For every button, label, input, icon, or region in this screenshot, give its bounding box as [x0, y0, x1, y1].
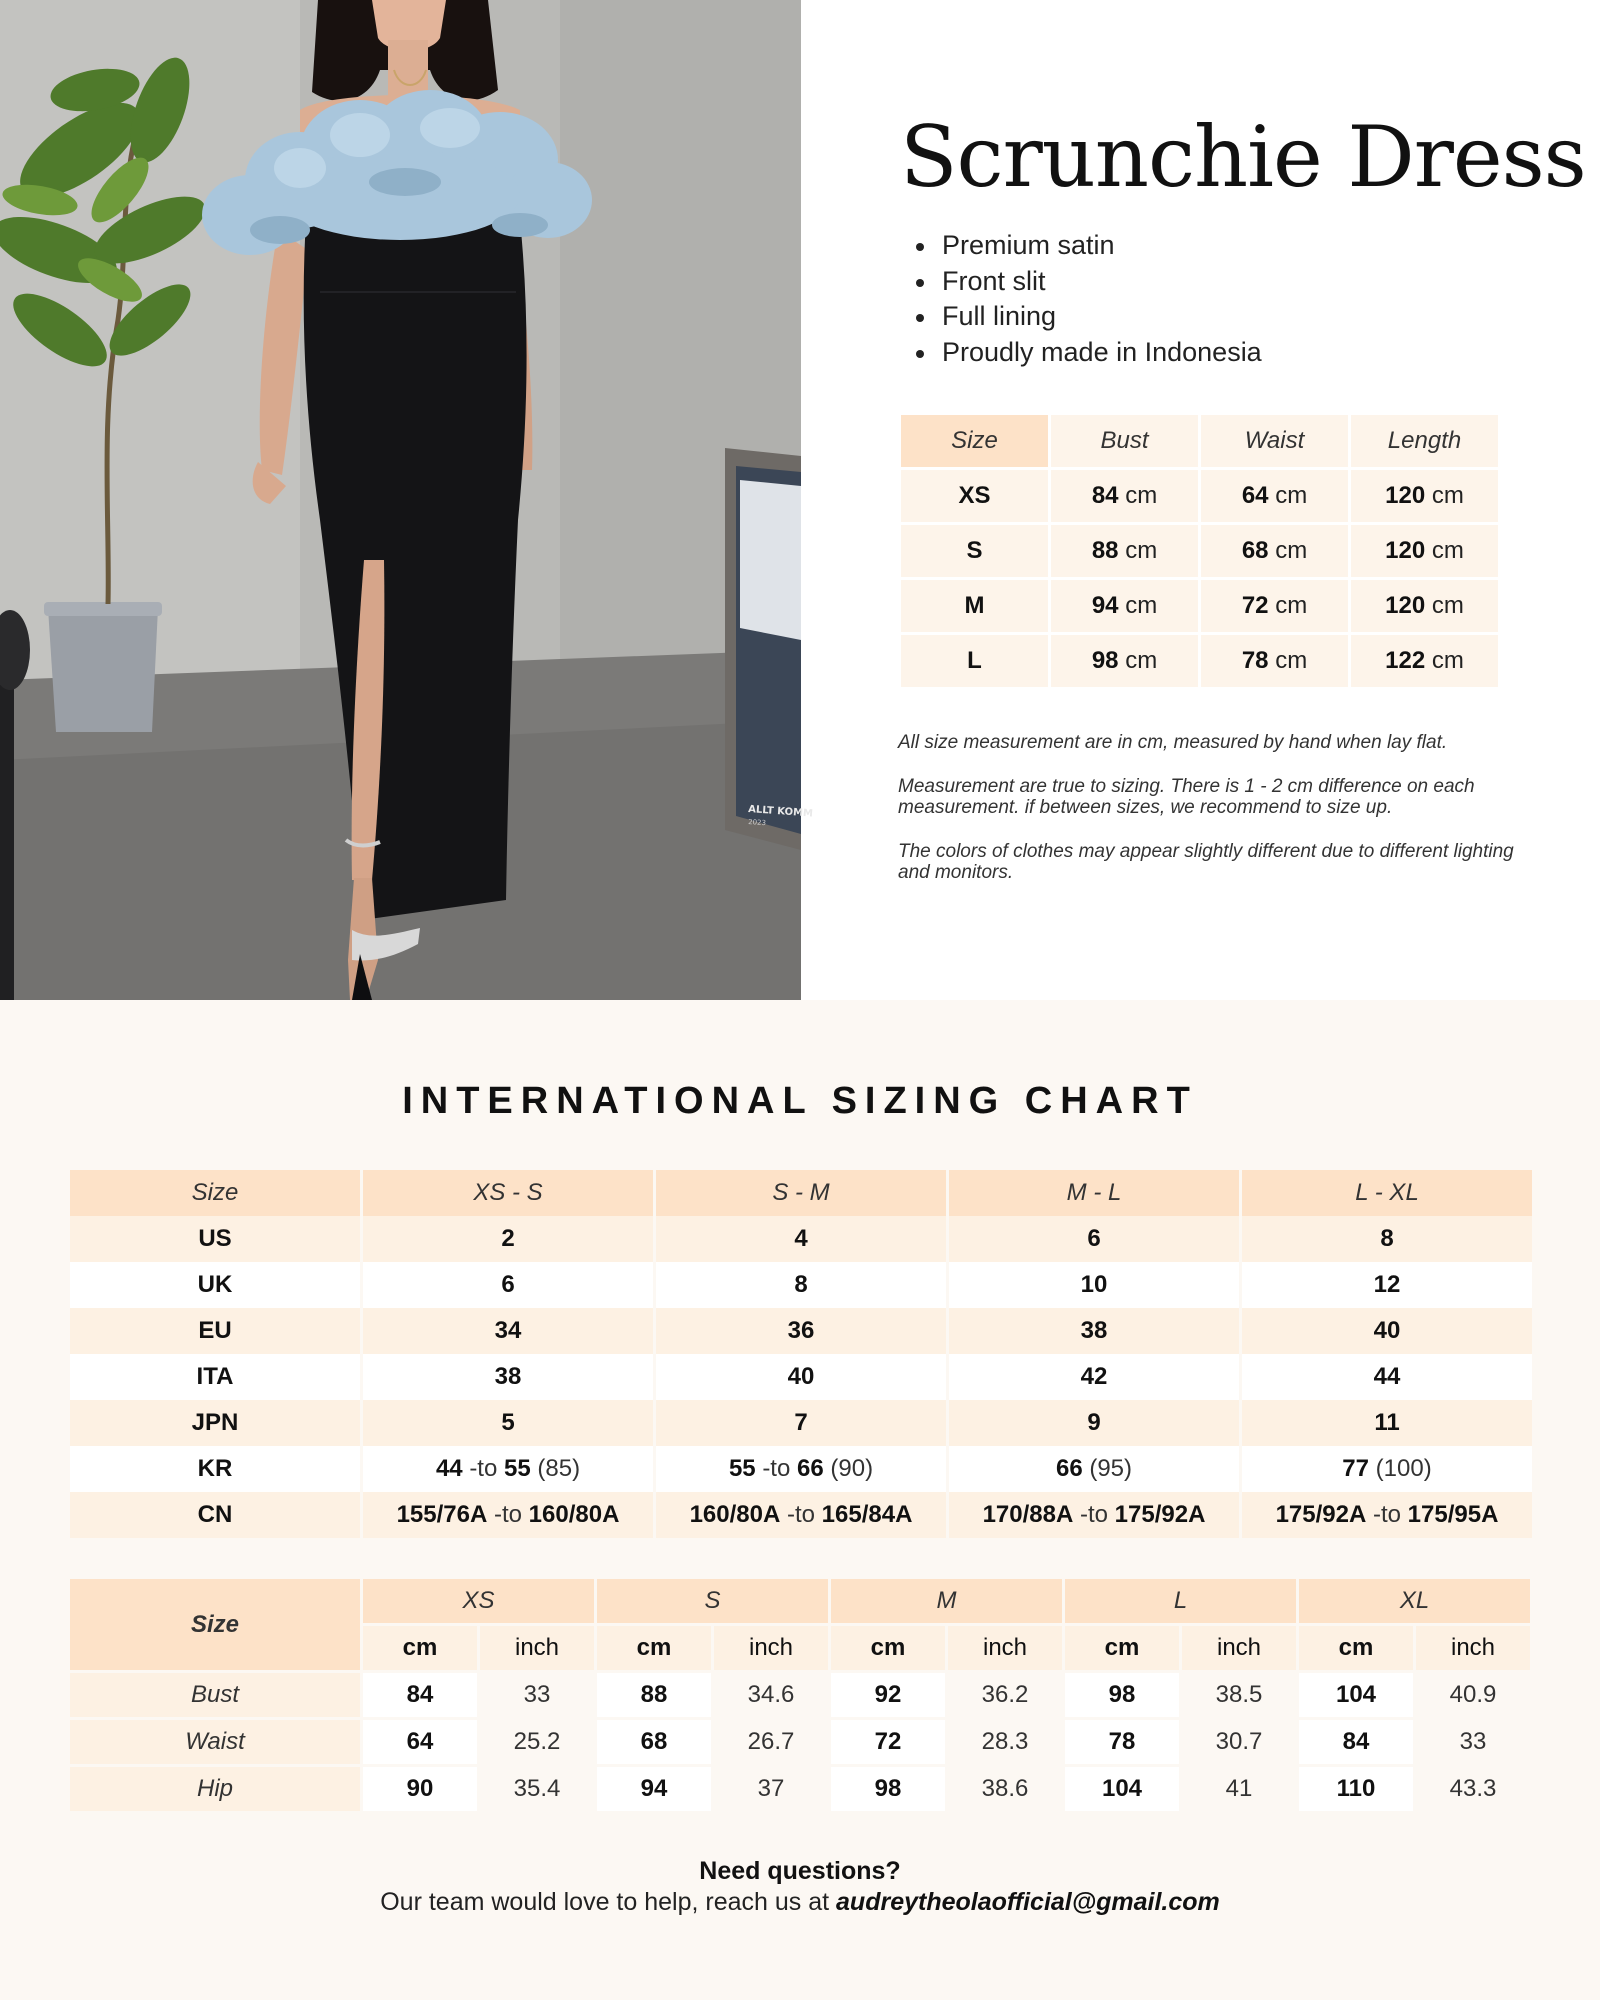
- intl-value-cell: [1242, 1262, 1532, 1308]
- intl-value: 10: [1080, 1271, 1108, 1298]
- size-notes: [898, 732, 1518, 906]
- inch-value: 37: [714, 1767, 828, 1811]
- cm-value: 104: [1299, 1673, 1413, 1717]
- poster-text: ALLT KOMM: [747, 804, 814, 820]
- kr-to: 66: [797, 1455, 824, 1482]
- waist-cell: [1201, 525, 1348, 577]
- cn-from: 170/88A: [982, 1501, 1074, 1528]
- cn-from: 175/92A: [1275, 1501, 1367, 1528]
- kr-to: 77: [1342, 1455, 1369, 1482]
- intl-row: [70, 1262, 1532, 1308]
- note-sizing: Measurement are true to sizing. There is 1 - 2 cm difference on each measurement. if between sizes, we recommend to size up.: [898, 775, 1475, 818]
- kr-to: 55: [504, 1455, 531, 1482]
- meas-header-s: S: [597, 1579, 828, 1623]
- size-cell: L: [901, 635, 1048, 687]
- intl-value: 40: [787, 1363, 815, 1390]
- kr-to: 66: [1055, 1455, 1083, 1482]
- feature-list: [916, 228, 1262, 370]
- intl-value: 5: [501, 1409, 515, 1436]
- cm-value: 88: [597, 1673, 711, 1717]
- inch-value: 28.3: [948, 1720, 1062, 1764]
- intl-value-cell: [656, 1262, 946, 1308]
- unit-label: cm: [1125, 537, 1158, 564]
- meas-header-m: M: [831, 1579, 1062, 1623]
- intl-value-cell: [363, 1308, 653, 1354]
- contact-email[interactable]: audreytheolaofficial@gmail.com: [836, 1888, 1220, 1916]
- cm-value: 92: [831, 1673, 945, 1717]
- region-cell: UK: [70, 1262, 360, 1308]
- body-measurement-table: [67, 1576, 1533, 1814]
- length-cell: [1351, 635, 1498, 687]
- intl-value: 8: [1380, 1225, 1394, 1252]
- kr-note: (90): [830, 1455, 874, 1482]
- region-cell: US: [70, 1216, 360, 1262]
- intl-value-cell: [1242, 1216, 1532, 1262]
- product-photo: [0, 0, 814, 1000]
- intl-value-cell: [949, 1400, 1239, 1446]
- measurement-label: Bust: [70, 1673, 360, 1717]
- intl-value: 44: [1373, 1363, 1401, 1390]
- international-sizing-body: [70, 1216, 1532, 1538]
- intl-value-cell: [656, 1354, 946, 1400]
- intl-value: 11: [1374, 1409, 1400, 1436]
- size-row: [901, 525, 1498, 577]
- inch-value: 38.6: [948, 1767, 1062, 1811]
- intl-value-cell: [363, 1216, 653, 1262]
- bust-value: 98: [1091, 647, 1119, 674]
- intl-value-cell: [949, 1308, 1239, 1354]
- unit-header-cm: cm: [597, 1626, 711, 1670]
- intl-value: 40: [1373, 1317, 1401, 1344]
- unit-label: cm: [1431, 592, 1464, 619]
- unit-header-cm: cm: [1299, 1626, 1413, 1670]
- length-cell: [1351, 525, 1498, 577]
- inch-value: 35.4: [480, 1767, 594, 1811]
- cn-from: 155/76A: [396, 1501, 488, 1528]
- intl-value-cell: [1242, 1400, 1532, 1446]
- intl-value: 4: [794, 1225, 808, 1252]
- unit-label: cm: [1431, 647, 1464, 674]
- waist-cell: [1201, 470, 1348, 522]
- cn-sep: -to: [493, 1501, 522, 1528]
- meas-header-size: Size: [70, 1579, 360, 1670]
- intl-value-cell: [363, 1262, 653, 1308]
- inch-value: 33: [480, 1673, 594, 1717]
- bust-cell: [1051, 470, 1198, 522]
- unit-header-cm: cm: [363, 1626, 477, 1670]
- header-bust: Bust: [1051, 415, 1198, 467]
- inch-value: 26.7: [714, 1720, 828, 1764]
- note-measurement: All size measurement are in cm, measured by hand when lay flat.: [898, 732, 1448, 753]
- bust-value: 84: [1091, 482, 1119, 509]
- inch-value: 30.7: [1182, 1720, 1296, 1764]
- bust-cell: [1051, 635, 1198, 687]
- inch-value: 36.2: [948, 1673, 1062, 1717]
- unit-label: cm: [1125, 592, 1158, 619]
- unit-header-inch: inch: [948, 1626, 1062, 1670]
- cm-value: 98: [831, 1767, 945, 1811]
- region-cell: JPN: [70, 1400, 360, 1446]
- header-length: Length: [1351, 415, 1498, 467]
- cm-value: 98: [1065, 1673, 1179, 1717]
- length-cell: [1351, 580, 1498, 632]
- inch-value: 34.6: [714, 1673, 828, 1717]
- inch-value: 33: [1416, 1720, 1530, 1764]
- intl-value: 7: [794, 1409, 808, 1436]
- feature-item: Premium satin: [916, 228, 1262, 264]
- cn-value-cell: [949, 1492, 1239, 1538]
- intl-row: [70, 1354, 1532, 1400]
- bust-cell: [1051, 525, 1198, 577]
- bust-value: 88: [1091, 537, 1119, 564]
- measurement-row: [70, 1673, 1530, 1717]
- intl-header-s-m: S - M: [656, 1170, 946, 1216]
- meas-header-l: L: [1065, 1579, 1296, 1623]
- unit-header-cm: cm: [831, 1626, 945, 1670]
- cn-sep: -to: [1079, 1501, 1108, 1528]
- length-value: 122: [1385, 647, 1426, 674]
- intl-header-m-l: M - L: [949, 1170, 1239, 1216]
- kr-value-cell: [949, 1446, 1239, 1492]
- intl-value-cell: [656, 1308, 946, 1354]
- unit-label: cm: [1275, 647, 1308, 674]
- intl-value: 6: [501, 1271, 515, 1298]
- footer-question: Need questions?: [699, 1857, 901, 1885]
- cn-sep: -to: [1372, 1501, 1401, 1528]
- intl-row: [70, 1400, 1532, 1446]
- region-cell: KR: [70, 1446, 360, 1492]
- meas-header-xs: XS: [363, 1579, 594, 1623]
- size-row: [901, 580, 1498, 632]
- feature-item: Proudly made in Indonesia: [916, 335, 1262, 371]
- unit-label: cm: [1275, 482, 1308, 509]
- feature-item: Front slit: [916, 264, 1262, 300]
- international-chart-title: INTERNATIONAL SIZING CHART: [402, 1080, 1198, 1122]
- intl-value: 6: [1087, 1225, 1101, 1252]
- intl-value-cell: [656, 1216, 946, 1262]
- meas-header-xl: XL: [1299, 1579, 1530, 1623]
- waist-cell: [1201, 635, 1348, 687]
- unit-label: cm: [1125, 482, 1158, 509]
- length-value: 120: [1385, 537, 1426, 564]
- kr-value-cell: [1242, 1446, 1532, 1492]
- unit-label: cm: [1125, 647, 1158, 674]
- intl-value: 8: [794, 1271, 808, 1298]
- kr-value-cell: [363, 1446, 653, 1492]
- size-cell: M: [901, 580, 1048, 632]
- poster-year: 2023: [747, 818, 767, 828]
- inch-value: 40.9: [1416, 1673, 1530, 1717]
- intl-value: 42: [1080, 1363, 1108, 1390]
- header-size: Size: [901, 415, 1048, 467]
- intl-value: 2: [501, 1225, 515, 1252]
- unit-label: cm: [1431, 537, 1464, 564]
- intl-value: 38: [494, 1363, 522, 1390]
- kr-from: 55: [728, 1455, 756, 1482]
- intl-value-cell: [1242, 1354, 1532, 1400]
- dress-illustration: [0, 0, 814, 1000]
- intl-header-size: Size: [70, 1170, 360, 1216]
- unit-header-inch: inch: [1416, 1626, 1530, 1670]
- cm-value: 84: [363, 1673, 477, 1717]
- inch-value: 43.3: [1416, 1767, 1530, 1811]
- intl-row-cn: [70, 1492, 1532, 1538]
- intl-value: 36: [787, 1317, 815, 1344]
- cn-to: 175/92A: [1114, 1501, 1206, 1528]
- size-cell: XS: [901, 470, 1048, 522]
- cm-value: 90: [363, 1767, 477, 1811]
- size-cell: S: [901, 525, 1048, 577]
- cm-value: 68: [597, 1720, 711, 1764]
- cm-value: 72: [831, 1720, 945, 1764]
- product-size-table-body: [901, 470, 1498, 687]
- bust-cell: [1051, 580, 1198, 632]
- kr-sep: -to: [762, 1455, 791, 1482]
- intl-value: 9: [1087, 1409, 1101, 1436]
- kr-note: (85): [537, 1455, 581, 1482]
- measurement-row: [70, 1767, 1530, 1811]
- unit-label: cm: [1275, 537, 1308, 564]
- length-cell: [1351, 470, 1498, 522]
- kr-note: (95): [1089, 1455, 1133, 1482]
- intl-value: 38: [1080, 1317, 1108, 1344]
- intl-header-xs-s: XS - S: [363, 1170, 653, 1216]
- cm-value: 78: [1065, 1720, 1179, 1764]
- inch-value: 41: [1182, 1767, 1296, 1811]
- unit-header-inch: inch: [480, 1626, 594, 1670]
- measurement-label: Hip: [70, 1767, 360, 1811]
- intl-value-cell: [656, 1400, 946, 1446]
- body-measurement-body: [70, 1673, 1530, 1811]
- footer-message-text: Our team would love to help, reach us at: [380, 1888, 830, 1916]
- intl-row-kr: [70, 1446, 1532, 1492]
- intl-value-cell: [363, 1400, 653, 1446]
- cn-to: 160/80A: [528, 1501, 620, 1528]
- cn-value-cell: [363, 1492, 653, 1538]
- region-cell: CN: [70, 1492, 360, 1538]
- cm-value: 84: [1299, 1720, 1413, 1764]
- intl-value-cell: [949, 1262, 1239, 1308]
- intl-value-cell: [1242, 1308, 1532, 1354]
- kr-value-cell: [656, 1446, 946, 1492]
- kr-note: (100): [1375, 1455, 1432, 1482]
- inch-value: 38.5: [1182, 1673, 1296, 1717]
- waist-value: 64: [1241, 482, 1269, 509]
- cn-sep: -to: [786, 1501, 815, 1528]
- measurement-label: Waist: [70, 1720, 360, 1764]
- waist-cell: [1201, 580, 1348, 632]
- feature-item: Full lining: [916, 299, 1262, 335]
- cm-value: 94: [597, 1767, 711, 1811]
- region-cell: EU: [70, 1308, 360, 1354]
- intl-row: [70, 1308, 1532, 1354]
- length-value: 120: [1385, 592, 1426, 619]
- inch-value: 25.2: [480, 1720, 594, 1764]
- cm-value: 110: [1299, 1767, 1413, 1811]
- header-waist: Waist: [1201, 415, 1348, 467]
- unit-header-inch: inch: [714, 1626, 828, 1670]
- intl-value-cell: [949, 1216, 1239, 1262]
- cn-value-cell: [1242, 1492, 1532, 1538]
- product-title: Scrunchie Dress: [900, 108, 1586, 206]
- product-size-table: [898, 412, 1501, 690]
- cn-value-cell: [656, 1492, 946, 1538]
- unit-label: cm: [1431, 482, 1464, 509]
- size-row: [901, 635, 1498, 687]
- kr-sep: -to: [469, 1455, 498, 1482]
- bust-value: 94: [1091, 592, 1119, 619]
- length-value: 120: [1385, 482, 1426, 509]
- intl-value: 12: [1373, 1271, 1401, 1298]
- cn-to: 175/95A: [1407, 1501, 1499, 1528]
- cn-from: 160/80A: [689, 1501, 781, 1528]
- unit-header-inch: inch: [1182, 1626, 1296, 1670]
- footer-message: [0, 1888, 1600, 1917]
- note-colors: The colors of clothes may appear slightly different due to different lighting and monitors.: [898, 840, 1514, 883]
- cm-value: 64: [363, 1720, 477, 1764]
- cm-value: 104: [1065, 1767, 1179, 1811]
- unit-header-cm: cm: [1065, 1626, 1179, 1670]
- waist-value: 68: [1241, 537, 1269, 564]
- intl-value-cell: [949, 1354, 1239, 1400]
- intl-header-l-xl: L - XL: [1242, 1170, 1532, 1216]
- waist-value: 78: [1241, 647, 1269, 674]
- international-sizing-table: [67, 1170, 1535, 1538]
- intl-value-cell: [363, 1354, 653, 1400]
- measurement-row: [70, 1720, 1530, 1764]
- kr-from: 44: [435, 1455, 463, 1482]
- intl-row: [70, 1216, 1532, 1262]
- unit-label: cm: [1275, 592, 1308, 619]
- intl-value: 34: [494, 1317, 522, 1344]
- waist-value: 72: [1241, 592, 1269, 619]
- cn-to: 165/84A: [821, 1501, 913, 1528]
- region-cell: ITA: [70, 1354, 360, 1400]
- size-row: [901, 470, 1498, 522]
